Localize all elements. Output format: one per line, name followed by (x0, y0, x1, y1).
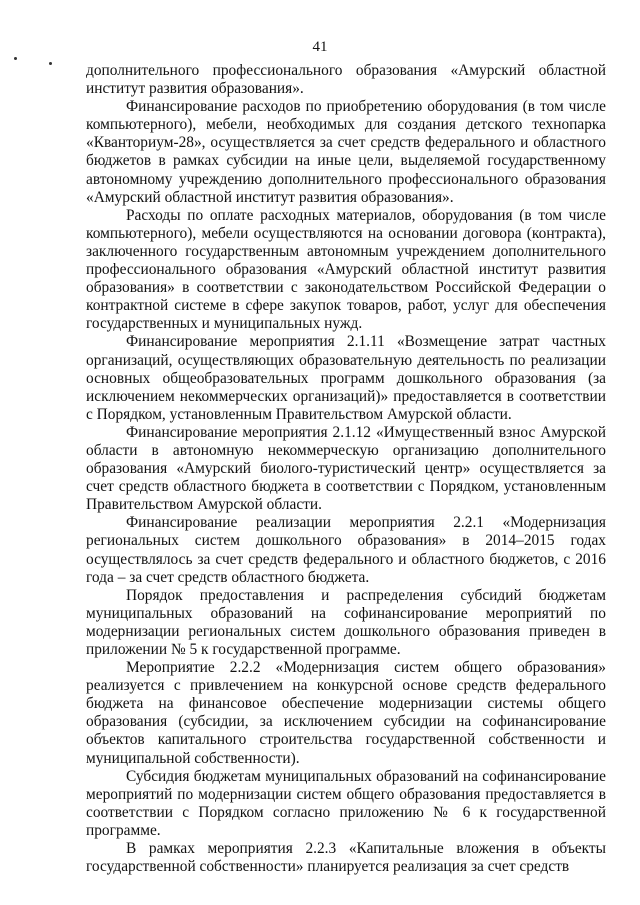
paragraph: Порядок предоставления и распределения субсидий бюджетам муниципальных образований на софинансирование мероприятий по модернизации региональных систем дошкольного образования приведен в приложении № 5 к государственной программе. (86, 586, 606, 658)
paragraph: Финансирование расходов по приобретению оборудования (в том числе компьютерного), мебели, необходимых для создания детского технопарка «Кванториум-28», осуществляется за счет средств федерального и областного бюджетов в рамках субсидии на иные цели, выделяемой государственному автономному учреждению дополнительного профессионального образования «Амурский областной институт развития образования». (86, 98, 606, 206)
scan-speck-mark (14, 57, 17, 60)
paragraph: В рамках мероприятия 2.2.3 «Капитальные вложения в объекты государственной собственности» планируется реализация за счет средств (86, 840, 606, 876)
paragraph: Субсидия бюджетам муниципальных образований на софинансирование мероприятий по модернизации систем общего образования предоставляется в соответствии с Порядком согласно приложению № 6 к государственной программе. (86, 767, 606, 839)
scan-speck-mark (49, 62, 52, 65)
paragraph: Финансирование реализации мероприятия 2.2.1 «Модернизация региональных систем дошкольного образования» в 2014–2015 годах осуществлялось за счет средств федерального и областного бюджетов, с 2016 года – за счет средств областного бюджета. (86, 514, 606, 586)
page-number: 41 (312, 39, 328, 55)
paragraph: Мероприятие 2.2.2 «Модернизация систем общего образования» реализуется с привлечением на конкурсной основе средств федерального бюджета на финансовое обеспечение модернизации системы общего образования (субсидии, за исключением субсидии на софинансирование объектов капитального строительства государственной собственности и муниципальной собственности). (86, 659, 606, 767)
paragraph: Финансирование мероприятия 2.1.12 «Имущественный взнос Амурской области в автономную некоммерческую организацию дополнительного образования «Амурский биолого-туристический центр» осуществляется за счет средств областного бюджета в соответствии с Порядком, установленным Правительством Амурской области. (86, 423, 606, 514)
paragraph: дополнительного профессионального образования «Амурский областной институт развития образования». (86, 62, 606, 98)
document-body (86, 62, 606, 876)
paragraph: Расходы по оплате расходных материалов, оборудования (в том числе компьютерного), мебели осуществляются на основании договора (контракта), заключенного государственным автономным учреждением дополнительного профессионального образования «Амурский областной институт развития образования» в соответствии с законодательством Российской Федерации о контрактной системе в сфере закупок товаров, работ, услуг для обеспечения государственных и муниципальных нужд. (86, 206, 606, 333)
paragraph: Финансирование мероприятия 2.1.11 «Возмещение затрат частных организаций, осуществляющих образовательную деятельность по реализации основных общеобразовательных программ дошкольного образования (за исключением некоммерческих организаций)» предоставляется в соответствии с Порядком, установленным Правительством Амурской области. (86, 333, 606, 423)
